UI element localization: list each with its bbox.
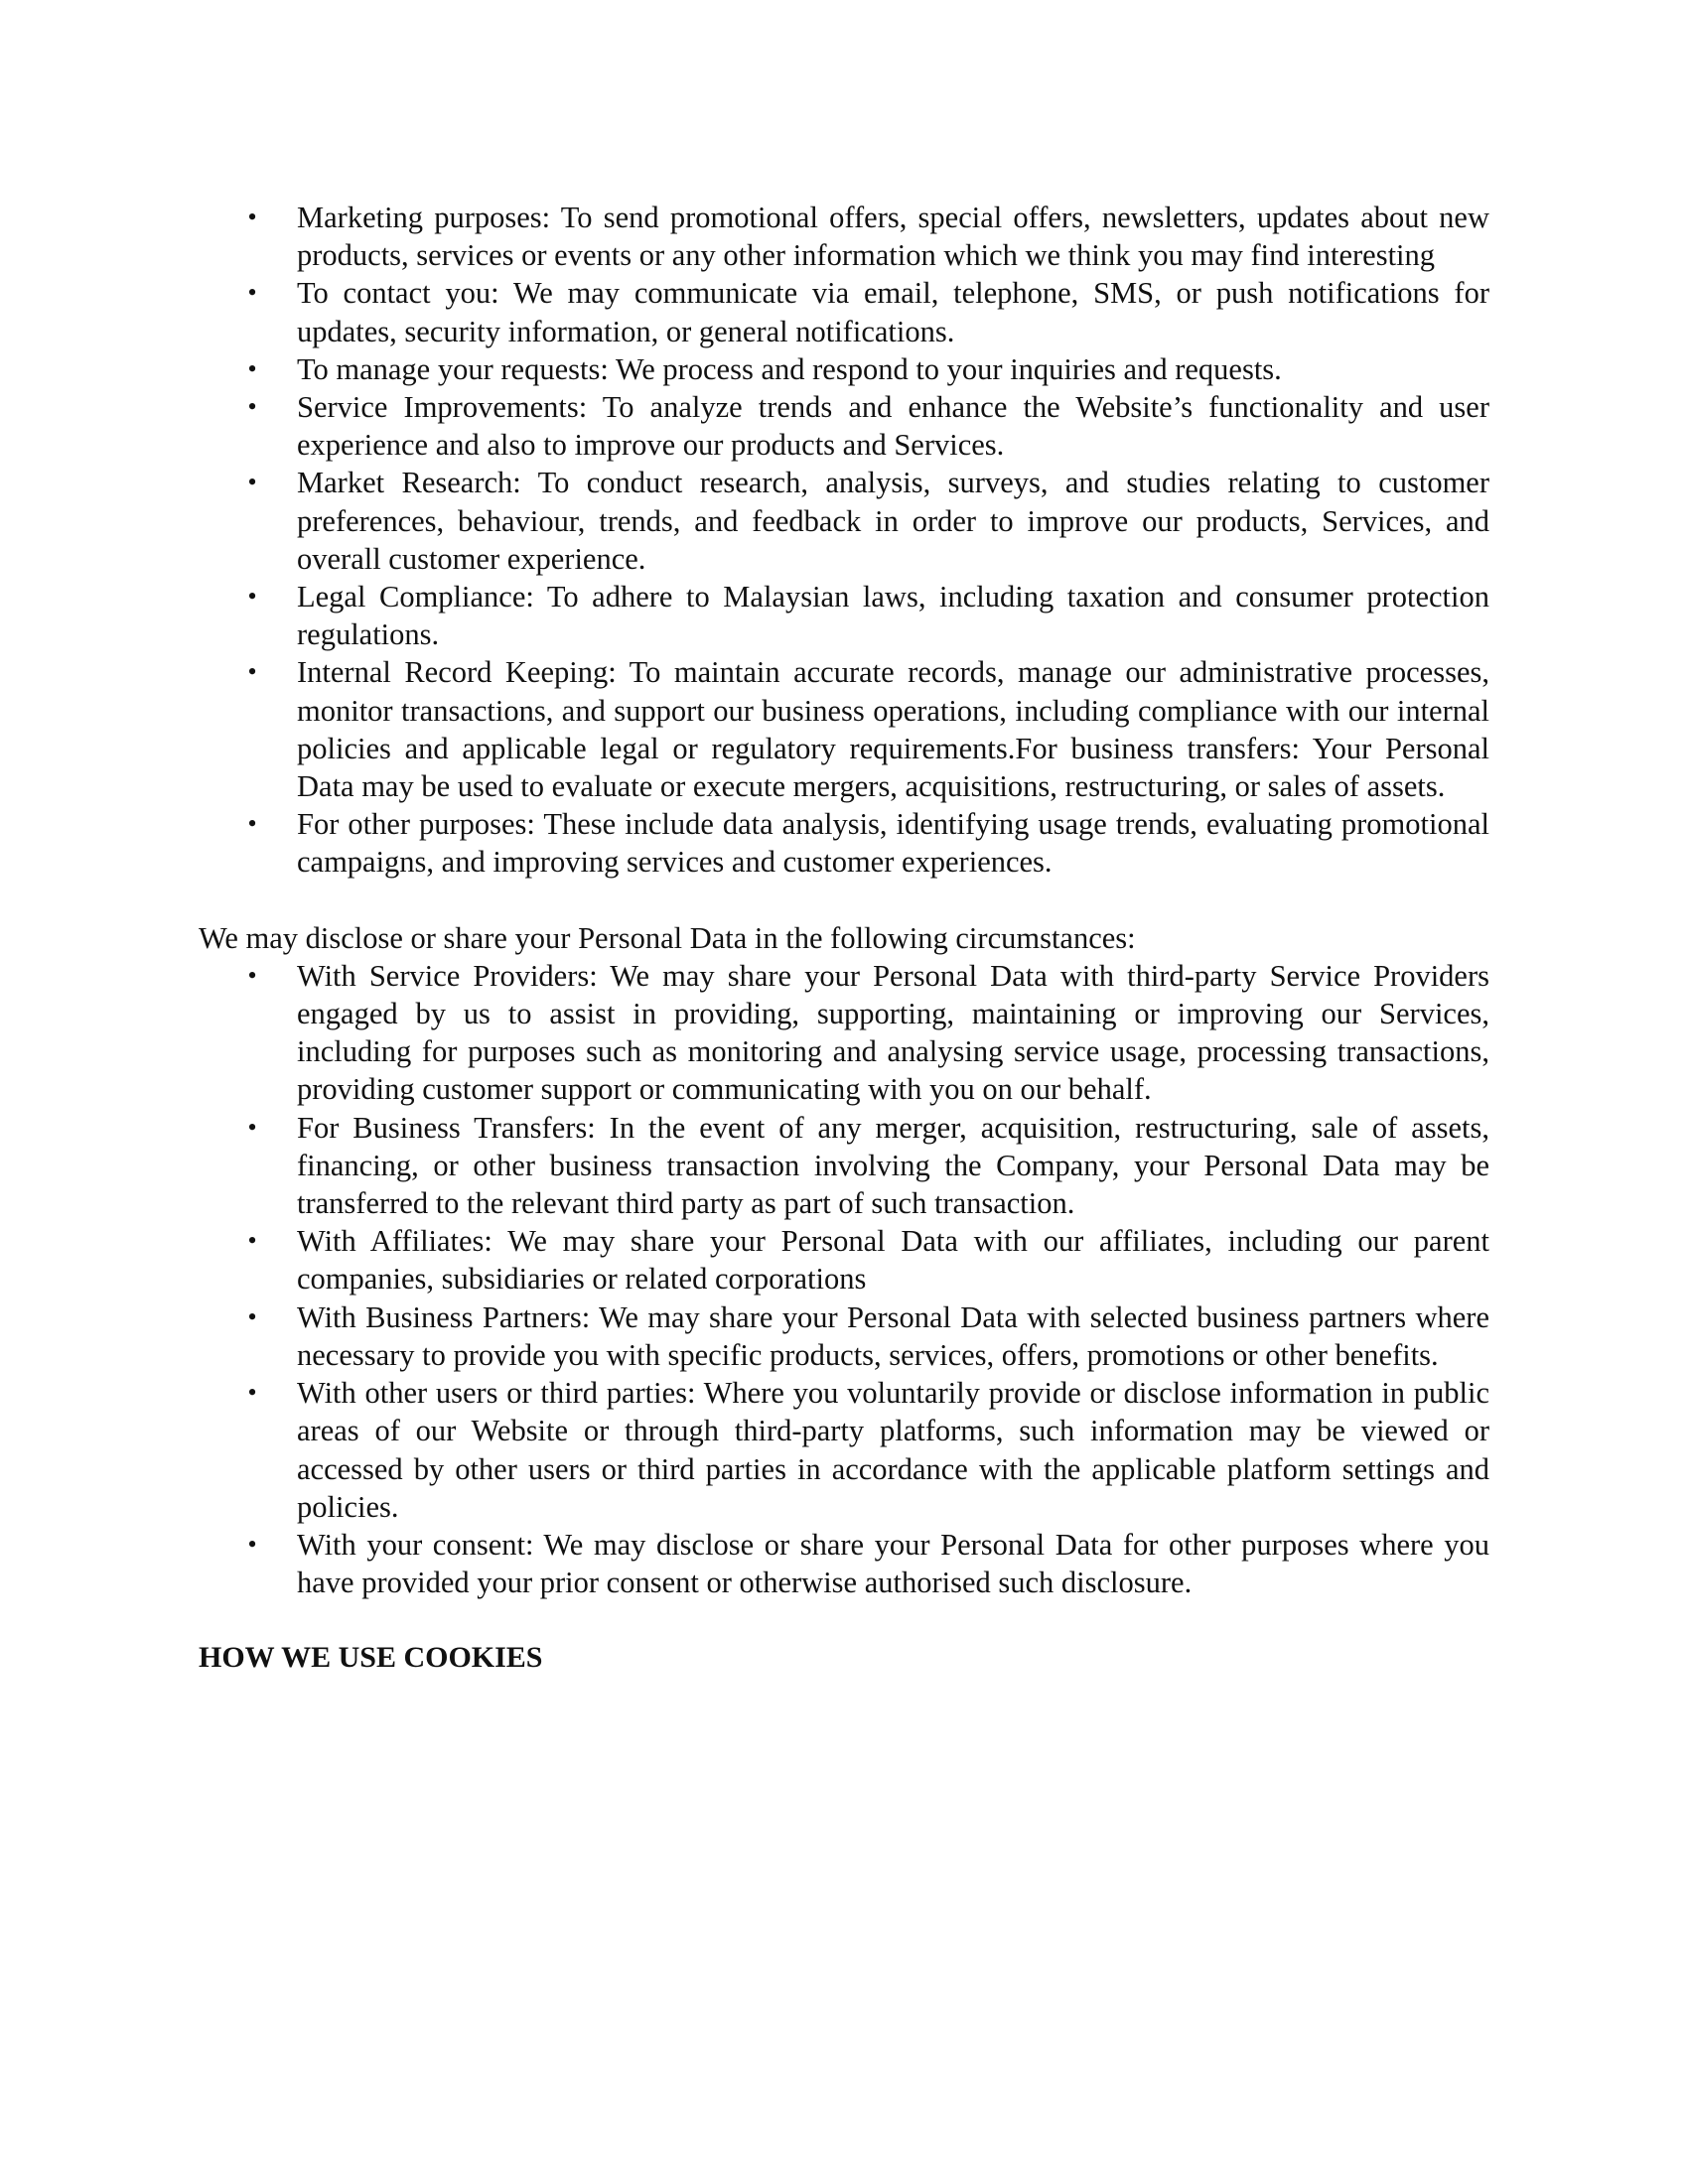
list-item-text: Market Research: To conduct research, analysis, surveys, and studies relating to customer preferences, behaviour, trends, and feedback in order to improve our products, Services, and overall customer experience. <box>297 466 1489 576</box>
list-item <box>199 957 1489 1109</box>
bullet-icon: • <box>247 1112 257 1142</box>
bullet-icon: • <box>247 278 257 308</box>
bullet-icon: • <box>247 392 257 422</box>
list-item-text: Internal Record Keeping: To maintain accurate records, manage our administrative processes, monitor transactions, and support our business operations, including compliance with our internal policies and applicable legal or regulatory requirements.For business transfers: Your Personal Data may be used to evaluate or execute mergers, acquisitions, restructuring, or sales of assets. <box>297 655 1489 804</box>
list-item-text: With your consent: We may disclose or share your Personal Data for other purposes where you have provided your prior consent or otherwise authorised such disclosure. <box>297 1527 1489 1600</box>
list-item <box>199 350 1489 388</box>
list-item-text: Marketing purposes: To send promotional offers, special offers, newsletters, updates about new products, services or events or any other information which we think you may find interesting <box>297 201 1489 273</box>
list-item-text: To contact you: We may communicate via email, telephone, SMS, or push notifications for updates, security information, or general notifications. <box>297 276 1489 348</box>
list-item <box>199 1374 1489 1526</box>
list-item-text: With Service Providers: We may share your Personal Data with third-party Service Providers engaged by us to assist in providing, supporting, maintaining or improving our Services, including for purposes such as monitoring and analysing service usage, processing transactions, providing customer support or communicating with you on our behalf. <box>297 958 1489 1107</box>
list-item-text: For Business Transfers: In the event of any merger, acquisition, restructuring, sale of assets, financing, or other business transaction involving the Company, your Personal Data may be transferred to the relevant third party as part of such transaction. <box>297 1110 1489 1221</box>
bullet-icon: • <box>247 468 257 497</box>
bullet-icon: • <box>247 657 257 687</box>
list-item <box>199 1526 1489 1601</box>
data-uses-list <box>199 199 1489 882</box>
list-item-text: Legal Compliance: To adhere to Malaysian laws, including taxation and consumer protection regulations. <box>297 580 1489 652</box>
list-item <box>199 653 1489 805</box>
list-item-text: With Business Partners: We may share your Personal Data with selected business partners where necessary to provide you with specific products, services, offers, promotions or other benefits. <box>297 1299 1489 1372</box>
list-item-text: To manage your requests: We process and respond to your inquiries and requests. <box>297 351 1282 386</box>
list-item <box>199 274 1489 349</box>
disclosure-intro: We may disclose or share your Personal Data in the following circumstances: <box>199 920 1136 955</box>
list-item <box>199 1109 1489 1223</box>
list-item-text: With Affiliates: We may share your Personal Data with our affiliates, including our parent companies, subsidiaries or related corporations <box>297 1224 1489 1297</box>
bullet-icon: • <box>247 1226 257 1256</box>
disclosure-list <box>199 957 1489 1601</box>
bullet-icon: • <box>247 809 257 839</box>
list-item <box>199 1298 1489 1374</box>
bullet-icon: • <box>247 582 257 612</box>
bullet-icon: • <box>247 960 257 990</box>
list-item-text: For other purposes: These include data analysis, identifying usage trends, evaluating promotional campaigns, and improving services and customer experiences. <box>297 807 1489 880</box>
bullet-icon: • <box>247 1301 257 1331</box>
bullet-icon: • <box>247 203 257 231</box>
list-item <box>199 805 1489 881</box>
list-item <box>199 1222 1489 1297</box>
list-item <box>199 578 1489 653</box>
list-item <box>199 199 1489 274</box>
list-item-text: With other users or third parties: Where you voluntarily provide or disclose information in public areas of our Website or through third-party platforms, such information may be viewed or accessed by other users or third parties in accordance with the applicable platform settings and policies. <box>297 1376 1489 1524</box>
list-item <box>199 464 1489 578</box>
list-item <box>199 388 1489 464</box>
section-heading: HOW WE USE COOKIES <box>199 1641 543 1675</box>
bullet-icon: • <box>247 353 257 383</box>
bullet-icon: • <box>247 1378 257 1408</box>
bullet-icon: • <box>247 1529 257 1559</box>
page-content <box>199 199 1489 1678</box>
list-item-text: Service Improvements: To analyze trends and enhance the Website’s functionality and user experience and also to improve our products and Services. <box>297 390 1489 463</box>
